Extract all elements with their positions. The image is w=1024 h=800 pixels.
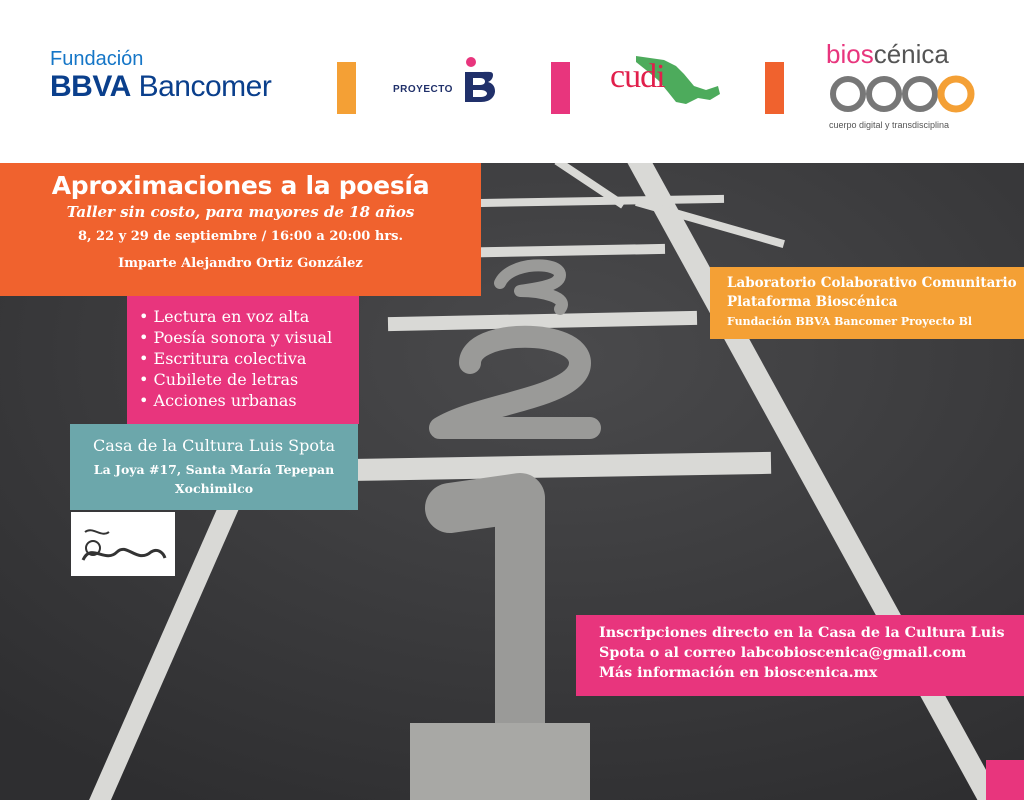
lab-info-box: [710, 267, 1024, 339]
luis-spota-emblem-icon: [71, 512, 175, 576]
inscriptions-line3: Más información en bioscenica.mx: [599, 665, 878, 681]
workshop-instructor: Imparte Alejandro Ortiz González: [118, 256, 363, 271]
lab-line3: Fundación BBVA Bancomer Proyecto Bl: [727, 315, 973, 328]
activity-item: • Poesía sonora y visual: [139, 327, 359, 348]
divider-orange: [337, 62, 356, 114]
workshop-subtitle: Taller sin costo, para mayores de 18 años: [66, 203, 415, 221]
workshop-title-box: [0, 163, 481, 296]
bioscenica-part1: bios: [826, 39, 874, 69]
bioscenica-part2: cénica: [873, 39, 949, 69]
divider-red-orange: [765, 62, 784, 114]
activity-item: • Escritura colectiva: [139, 348, 359, 369]
activity-item: • Lectura en voz alta: [139, 306, 359, 327]
bioscenica-logo: [826, 40, 986, 132]
venue-address-line2: Xochimilco: [174, 481, 254, 496]
activities-list: [139, 306, 359, 411]
cudi-logo: [606, 52, 726, 112]
venue-box: [70, 424, 358, 510]
venue-address: [70, 460, 358, 498]
venue-name: Casa de la Cultura Luis Spota: [93, 436, 335, 455]
activity-item: • Acciones urbanas: [139, 390, 359, 411]
inscriptions-line1: Inscripciones directo en la Casa de la Cultura Luis: [599, 625, 1005, 641]
bbva-bancomer-logo: [50, 48, 271, 104]
proyecto-label: PROYECTO: [393, 84, 453, 95]
proyecto-b-icon: [461, 56, 501, 106]
bbva-bold: BBVA: [50, 70, 131, 103]
bioscenica-tagline: cuerpo digital y transdisciplina: [829, 120, 950, 130]
bbva-line1: Fundación: [50, 48, 144, 70]
workshop-title: Aproximaciones a la poesía: [51, 171, 430, 200]
bbva-rest: Bancomer: [130, 70, 272, 103]
bioscenica-name: [826, 40, 986, 68]
inscriptions-line2: Spota o al correo labcobioscenica@gmail.com: [599, 645, 967, 661]
infinity-loops-icon: [828, 72, 978, 118]
venue-address-line1: La Joya #17, Santa María Tepepan: [93, 462, 335, 477]
corner-accent: [986, 760, 1024, 800]
bbva-line2: [50, 70, 271, 104]
activity-item: • Cubilete de letras: [139, 369, 359, 390]
activities-box: [127, 296, 359, 424]
logo-header: [0, 0, 1024, 163]
lab-line1: Laboratorio Colaborativo Comunitario: [727, 275, 1017, 291]
workshop-dates: 8, 22 y 29 de septiembre / 16:00 a 20:00 hrs.: [77, 229, 404, 244]
luis-spota-logo: [71, 512, 175, 576]
inscriptions-box: [576, 615, 1024, 696]
divider-pink: [551, 62, 570, 114]
lab-line2: Plataforma Bioscénica: [727, 294, 898, 310]
proyecto-b-logo: [393, 56, 503, 106]
cudi-label: cudi: [610, 58, 665, 95]
